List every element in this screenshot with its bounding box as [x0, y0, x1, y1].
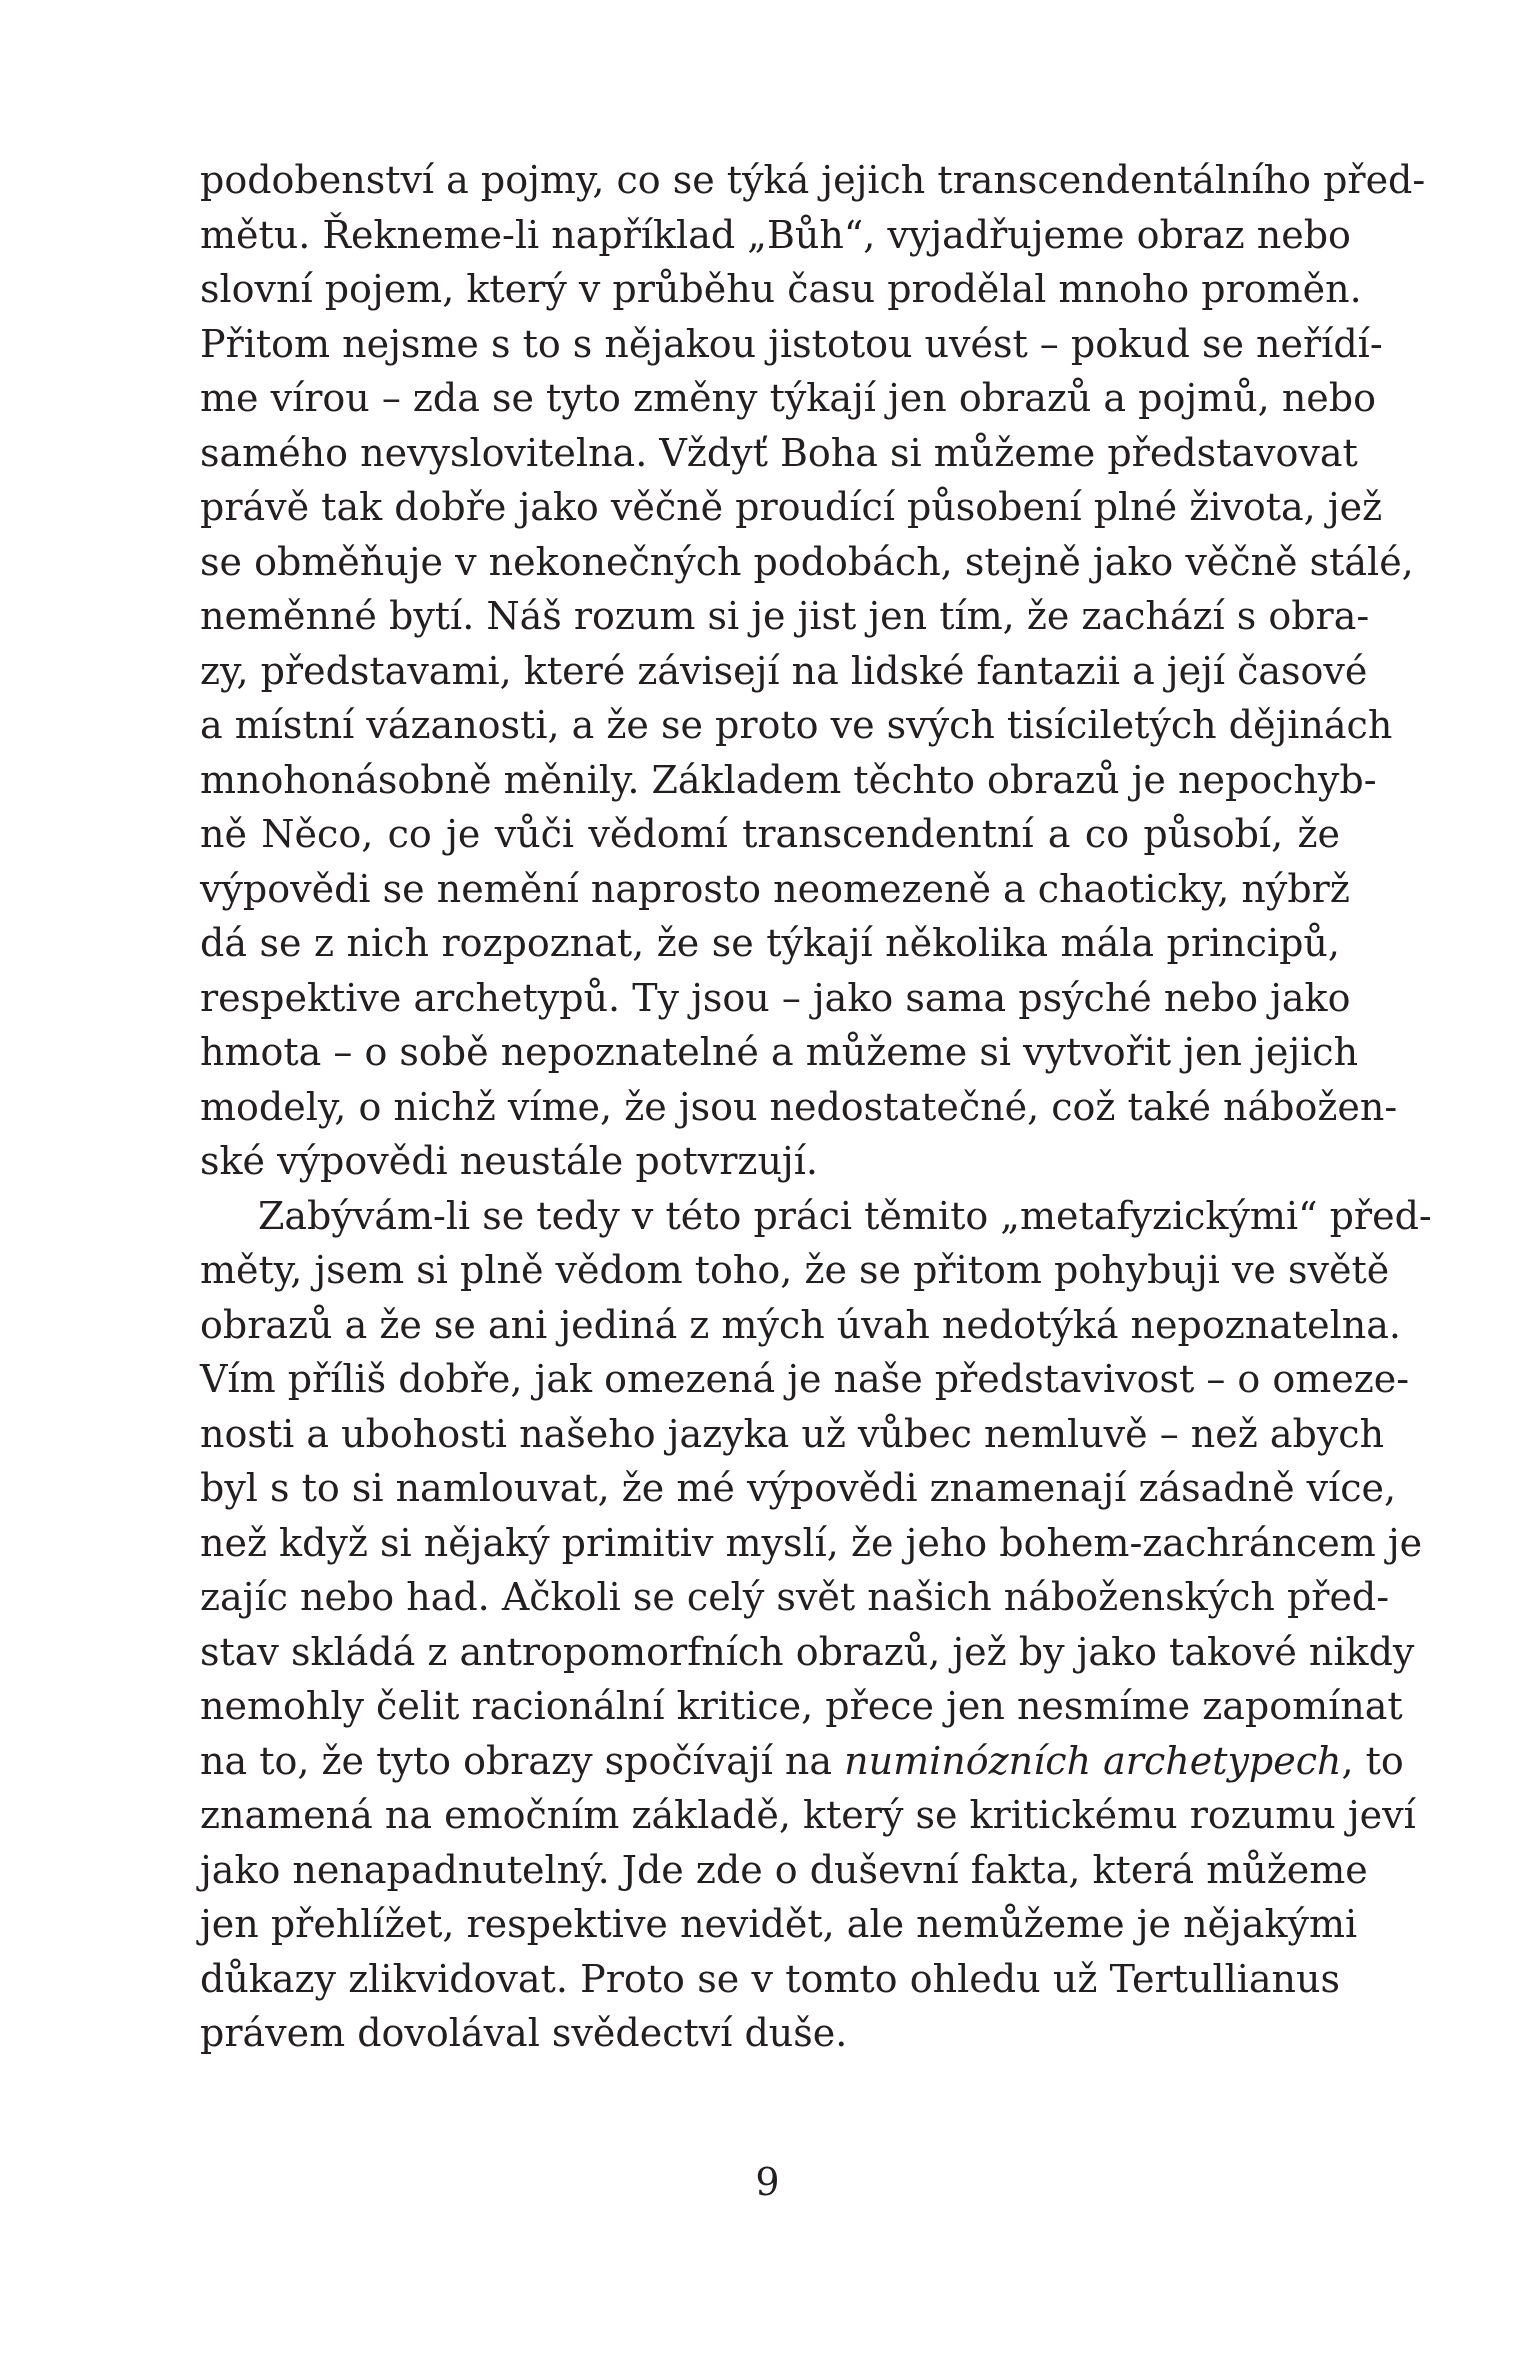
page-number: 9 [755, 2160, 780, 2204]
text-line: Přitom nejsme s to s nějakou jistotou uvést – pokud se neřídí- [200, 321, 1383, 366]
text-line: nemohly čelit racionální kritice, přece jen nesmíme zapomínat [200, 1684, 1403, 1728]
text-line: a místní vázanosti, a že se proto ve svých tisíciletých dějinách [200, 703, 1393, 747]
text-line: právem dovolával svědectví duše. [200, 2011, 848, 2055]
text-line: neměnné bytí. Náš rozum si je jist jen tím, že zachází s obra- [200, 594, 1370, 638]
text-run: na to, že tyto obrazy spočívají na [200, 1738, 845, 1783]
text-line: modely, o nichž víme, že jsou nedostatečné, což také nábožen- [200, 1084, 1398, 1129]
text-line: me vírou – zda se tyto změny týkají jen obrazů a pojmů, nebo [200, 376, 1376, 420]
text-line: ně Něco, co je vůči vědomí transcendentní a co působí, že [200, 812, 1340, 856]
text-line: zy, představami, které závisejí na lidské fantazii a její časové [200, 648, 1368, 693]
text-line: hmota – o sobě nepoznatelné a můžeme si vytvořit jen jejich [200, 1030, 1359, 1074]
paragraph-1 [200, 153, 1426, 1189]
text-line: podobenství a pojmy, co se týká jejich transcendentálního před- [200, 158, 1426, 202]
text-line: dá se z nich rozpoznat, že se týkají několika mála principů, [200, 921, 1340, 965]
text-line: ské výpovědi neustále potvrzují. [200, 1139, 818, 1183]
text-line: právě tak dobře jako věčně proudící působení plné života, jež [200, 485, 1383, 529]
text-line: výpovědi se nemění naprosto neomezeně a chaoticky, nýbrž [200, 866, 1350, 911]
text-line: se obměňuje v nekonečných podobách, stejně jako věčně stálé, [200, 539, 1414, 584]
text-line [200, 1734, 1404, 1789]
text-line: než když si nějaký primitiv myslí, že jeho bohem-zachráncem je [200, 1520, 1423, 1565]
text-line: Vím příliš dobře, jak omezená je naše představivost – o omeze- [200, 1357, 1410, 1401]
text-line: důkazy zlikvidovat. Proto se v tomto ohledu už Tertullianus [200, 1956, 1340, 2001]
text-line: nosti a ubohosti našeho jazyka už vůbec nemluvě – než abych [200, 1411, 1385, 1456]
text-line: znamená na emočním základě, který se kritickému rozumu jeví [200, 1793, 1416, 1837]
text-run: , to [1341, 1738, 1404, 1783]
text-line: jen přehlížet, respektive nevidět, ale nemůžeme je nějakými [200, 1902, 1358, 1946]
italic-term: numinózních archetypech [844, 1738, 1342, 1783]
text-line: zajíc nebo had. Ačkoli se celý svět našich náboženských před- [200, 1575, 1390, 1619]
paragraph-2 [200, 1189, 1432, 2061]
text-line: měty, jsem si plně vědom toho, že se přitom pohybuji ve světě [200, 1248, 1390, 1292]
text-line: samého nevyslovitelna. Vždyť Boha si můžeme představovat [200, 430, 1358, 475]
text-line: stav skládá z antropomorfních obrazů, jež by jako takové nikdy [200, 1629, 1415, 1674]
text-line: Zabývám-li se tedy v této práci těmito „metafyzickými“ před- [258, 1193, 1432, 1238]
text-line: byl s to si namlouvat, že mé výpovědi znamenají zásadně více, [200, 1466, 1397, 1510]
text-line: obrazů a že se ani jediná z mých úvah nedotýká nepoznatelna. [200, 1302, 1401, 1347]
body-text [200, 153, 1432, 2061]
text-line: jako nenapadnutelný. Jde zde o duševní fakta, která můžeme [200, 1847, 1368, 1892]
text-line: mětu. Řekneme-li například „Bůh“, vyjadřujeme obraz nebo [200, 212, 1351, 257]
text-line: respektive archetypů. Ty jsou – jako sama psýché nebo jako [200, 975, 1351, 1020]
text-line: mnohonásobně měnily. Základem těchto obrazů je nepochyb- [200, 757, 1377, 802]
text-line: slovní pojem, který v průběhu času prodělal mnoho proměn. [200, 267, 1362, 311]
